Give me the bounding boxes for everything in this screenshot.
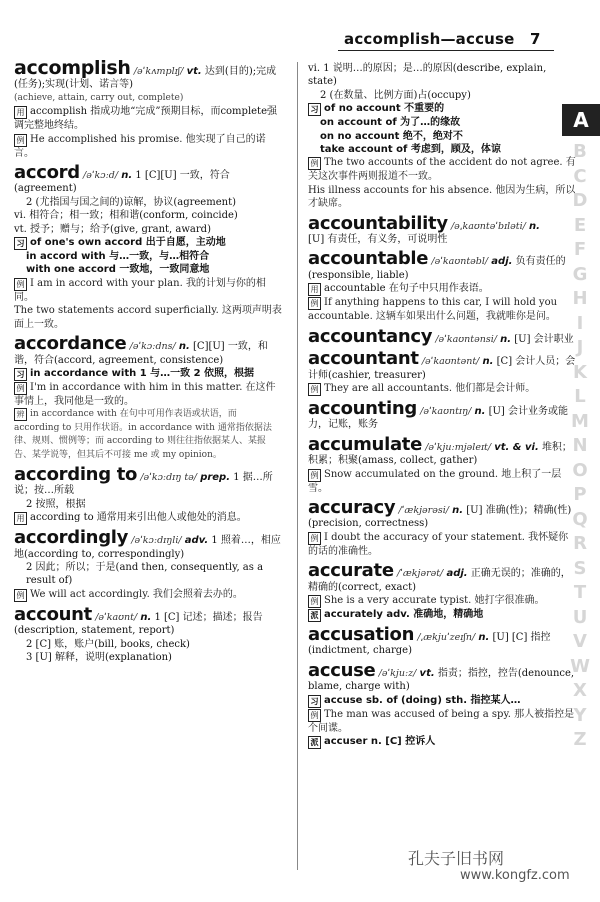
- example: 例 We will act accordingly. 我们会照着去办的。: [14, 588, 282, 602]
- example-mark-icon: 例: [308, 297, 321, 310]
- example: His illness accounts for his absence. 他因为生病，所以才缺席。: [308, 184, 576, 210]
- definition: vi. 相符合；相一致；相和谐(conform, coincide): [14, 210, 238, 222]
- headword: accordingly: [14, 527, 129, 549]
- thumb-index-letter: X: [573, 680, 587, 701]
- example-mark-icon: 例: [308, 383, 321, 396]
- thumb-index-letter: J: [576, 337, 584, 358]
- derivative-mark-icon: 派: [308, 736, 321, 749]
- idiom-mark-icon: 习: [308, 695, 321, 708]
- example: 例 The two accounts of the accident do not agree. 有关这次事件两则报道不一致。: [308, 157, 576, 183]
- header-rule: [338, 50, 554, 51]
- part-of-speech: n.: [140, 611, 152, 623]
- pronunciation: /əˈkaʊntənt/: [421, 356, 480, 368]
- derivative: 派 accuser n. [C] 控诉人: [308, 735, 576, 749]
- definition: [U] 有责任，有义务，可说明性: [308, 234, 448, 246]
- entry-accountancy: [308, 325, 576, 347]
- example-mark-icon: 例: [308, 709, 321, 722]
- thumb-index-letter: L: [574, 386, 586, 407]
- idiom: 习 accuse sb. of (doing) sth. 指控某人…: [308, 694, 576, 708]
- derivative: 派 accurately adv. 准确地，精确地: [308, 608, 576, 622]
- definition: [U] [C] 指控(indictment, charge): [308, 631, 551, 657]
- pronunciation: /əˈkaʊnt/: [95, 611, 138, 623]
- part-of-speech: adj.: [446, 568, 468, 580]
- example: 例 She is a very accurate typist. 她打字很准确。: [308, 594, 576, 608]
- definition: 堆积；积累；积聚(amass, collect, gather): [308, 441, 572, 467]
- definition: [C] 会计人员；会计师(cashier, treasurer): [308, 356, 576, 381]
- idiom-mark-icon: 习: [14, 237, 27, 250]
- idiom: 习 of no account 不重要的: [308, 102, 576, 116]
- part-of-speech: n.: [482, 356, 494, 368]
- distinction-note: 辨 in accordance with 在句中可用作表语或状语，而 according to 只用作状语。in accordance with 通常指依据法律、规则、惯例等；而 according to 则往往指依据某人、某报告、某学说等，但其后不可接 me 或 my opinion。: [14, 409, 272, 460]
- headword: accuse: [308, 659, 376, 681]
- definition: [U] 会计业务或能力，记账，账务: [308, 405, 568, 431]
- watermark-text: 孔夫子旧书网: [408, 849, 505, 868]
- example-mark-icon: 例: [308, 595, 321, 608]
- headword: accusation: [308, 623, 415, 645]
- example-mark-icon: 例: [14, 589, 27, 602]
- definition: 2 (在数量、比例方面)占(occupy): [320, 89, 471, 101]
- usage-note: 用 according to 通常用来引出他人或他处的消息。: [14, 511, 282, 525]
- thumb-index-letter: S: [573, 557, 587, 579]
- part-of-speech: vt.: [419, 667, 435, 679]
- entry-accountability: [308, 212, 576, 247]
- example: 例 If anything happens to this car, I will hold you accountable. 这辆车如果出什么问题，我就唯你是问。: [308, 297, 558, 323]
- headword: accordance: [14, 333, 127, 355]
- definition: 2 因此；所以；于是(and then, consequently, as a result of): [26, 561, 264, 587]
- running-head-title: accomplish—accuse: [344, 30, 515, 48]
- synonyms: (achieve, attain, carry out, complete): [14, 92, 184, 103]
- thumb-index-letter: Y: [573, 704, 587, 726]
- thumb-index-letter: D: [572, 190, 588, 211]
- part-of-speech: n.: [178, 341, 190, 353]
- definition: [C][U] 一致，和谐，符合(accord, agreement, consistence): [14, 341, 268, 366]
- idiom: 习 of one's own accord 出于自愿，主动地: [14, 236, 282, 250]
- column-divider: [297, 62, 298, 870]
- part-of-speech: n.: [500, 333, 512, 345]
- thumb-index-letter: K: [573, 361, 587, 383]
- thumb-index-letter: H: [572, 288, 588, 309]
- watermark-url: www.kongfz.com: [460, 868, 570, 883]
- headword: accounting: [308, 397, 417, 419]
- entry-accordance: [14, 333, 282, 462]
- idiom: on no account 绝不，绝对不: [320, 130, 463, 142]
- pronunciation: /əˌkaʊntəˈbɪləti/: [450, 220, 526, 232]
- thumb-index-tab-a: A: [562, 104, 600, 136]
- pronunciation: /əˈkɔːd/: [83, 170, 119, 182]
- pronunciation: /əˈkaʊntənsi/: [435, 333, 497, 345]
- pronunciation: /əˈkɔːdɪŋli/: [131, 535, 182, 547]
- thumb-index-letter: E: [573, 214, 587, 236]
- entry-accusation: [308, 623, 576, 658]
- idiom-mark-icon: 习: [308, 103, 321, 116]
- entry-accomplish: [14, 57, 282, 160]
- thumb-index-letter: F: [573, 239, 587, 260]
- headword: according to: [14, 463, 138, 485]
- thumb-index-letter: W: [570, 655, 590, 677]
- entry-accord: [14, 162, 282, 331]
- pronunciation: /əˈkʌmplɪʃ/: [133, 66, 184, 77]
- definition: [U] 准确(性)；精确(性)(precision, correctness): [308, 504, 572, 530]
- definition: 达到(目的);完成(任务);实现(计划、诺言等): [14, 66, 277, 91]
- entry-accumulate: [308, 433, 576, 495]
- headword: accomplish: [14, 57, 131, 79]
- part-of-speech: n.: [121, 170, 133, 182]
- part-of-speech: n.: [478, 631, 490, 643]
- entry-according-to: [14, 463, 282, 525]
- definition: 1 [C][U] 一致，符合(agreement): [14, 170, 230, 195]
- headword: accuracy: [308, 496, 396, 518]
- definition: 2 (尤指国与国之间的)谅解，协议(agreement): [26, 196, 236, 208]
- thumb-index-letter: C: [573, 165, 587, 187]
- thumb-index-letter: Z: [573, 729, 587, 750]
- entry-accurate: [308, 560, 576, 622]
- right-column: [308, 62, 576, 751]
- example-mark-icon: 例: [308, 532, 321, 545]
- entry-accountant: [308, 348, 576, 396]
- part-of-speech: prep.: [200, 471, 231, 483]
- part-of-speech: n.: [529, 220, 540, 232]
- entry-accounting: [308, 397, 576, 432]
- idiom: in accord with 与…一致，与…相符合: [26, 251, 210, 263]
- usage-note: 用 accountable 在句子中只用作表语。: [308, 282, 576, 296]
- thumb-index-letter: M: [571, 410, 589, 432]
- example: 例 They are all accountants. 他们都是会计师。: [308, 382, 576, 396]
- usage-mark-icon: 用: [14, 106, 27, 119]
- definition: 3 [U] 解释，说明(explanation): [26, 652, 172, 663]
- idiom: on account of 为了…的缘故: [320, 117, 461, 129]
- definition: 1 据…所说；按…所载: [14, 471, 273, 497]
- page-number: 7: [530, 30, 541, 48]
- pronunciation: /əˈkɔːdns/: [129, 341, 176, 353]
- example: 例 I'm in accordance with him in this matter. 在这件事情上，我同他是一致的。: [14, 381, 276, 407]
- thumb-index-letter: G: [572, 263, 588, 285]
- part-of-speech: vt. & vi.: [494, 441, 539, 453]
- headword: accountancy: [308, 325, 433, 347]
- idiom-mark-icon: 习: [14, 368, 27, 381]
- headword: accountability: [308, 212, 448, 234]
- definition: vi. 1 说明…的原因；是…的原因(describe, explain, state): [308, 63, 547, 88]
- thumb-index-letter: V: [573, 631, 587, 652]
- entry-accountable: [308, 248, 576, 323]
- pronunciation: /əˈkjuːmjəleɪt/: [425, 441, 492, 453]
- headword: accurate: [308, 560, 394, 582]
- thumb-index-alphabet: [568, 140, 592, 753]
- pronunciation: /ˈækjərət/: [396, 568, 444, 580]
- example-mark-icon: 例: [14, 134, 27, 147]
- idiom: with one accord 一致地，一致同意地: [26, 264, 210, 276]
- usage-note: 用 accomplish 指成功地“完成”预期目标，而complete强调完整地终结。: [14, 106, 277, 132]
- entry-accuse: [308, 659, 576, 749]
- headword: accord: [14, 162, 80, 184]
- pronunciation: /əˈkaʊntɪŋ/: [420, 405, 472, 417]
- pronunciation: /əˈkaʊntəbl/: [431, 256, 489, 268]
- example: 例 I doubt the accuracy of your statement. 我怀疑你的话的准确性。: [308, 531, 569, 557]
- entry-accordingly: [14, 527, 282, 602]
- pronunciation: /əˈkjuːz/: [378, 667, 417, 679]
- usage-mark-icon: 用: [14, 512, 27, 525]
- headword: accumulate: [308, 433, 423, 455]
- headword: accountable: [308, 248, 429, 270]
- example-mark-icon: 例: [14, 382, 27, 395]
- idiom: 习 in accordance with 1 与…一致 2 依照，根据: [14, 367, 282, 381]
- thumb-index-letter: B: [573, 141, 587, 162]
- definition: [U] 会计职业: [514, 333, 574, 345]
- example-mark-icon: 例: [308, 157, 321, 170]
- thumb-index-letter: Q: [572, 508, 588, 530]
- thumb-index-letter: I: [576, 312, 584, 334]
- idiom: take account of 考虑到，顾及，体谅: [320, 144, 501, 156]
- left-column: [14, 57, 282, 666]
- thumb-index-letter: U: [572, 606, 588, 628]
- example: 例 He accomplished his promise. 他实现了自己的诺言。: [14, 133, 266, 159]
- thumb-index-letter: R: [573, 533, 587, 554]
- part-of-speech: adj.: [491, 256, 513, 268]
- example-mark-icon: 例: [14, 278, 27, 291]
- entry-account: [14, 603, 282, 665]
- thumb-index-letter: P: [573, 484, 587, 505]
- usage-mark-icon: 用: [308, 283, 321, 296]
- running-header: [0, 0, 600, 56]
- thumb-index-letter: O: [572, 459, 588, 481]
- example: 例 The man was accused of being a spy. 那人被指控是个间谍。: [308, 708, 575, 734]
- definition: 指责；指控，控告(denounce, blame, charge with): [308, 667, 575, 693]
- example: The two statements accord superficially. 这两项声明表面上一致。: [14, 305, 282, 330]
- pronunciation: /əˈkɔːdɪŋ tə/: [140, 471, 197, 483]
- example: 例 I am in accord with your plan. 我的计划与你的相同。: [14, 277, 266, 303]
- part-of-speech: vt.: [186, 66, 202, 77]
- definition: 1 [C] 记述；描述；报告(description, statement, report): [14, 611, 263, 637]
- example: 例 Snow accumulated on the ground. 地上积了一层雪。: [308, 468, 562, 494]
- headword: accountant: [308, 348, 419, 370]
- distinction-mark-icon: 辨: [14, 408, 27, 421]
- part-of-speech: adv.: [184, 535, 209, 547]
- entry-accuracy: [308, 496, 576, 558]
- entry-account-continued: [308, 62, 576, 211]
- definition: vt. 授予；赠与；给予(give, grant, award): [14, 223, 211, 235]
- derivative-mark-icon: 派: [308, 609, 321, 622]
- thumb-index-letter: N: [572, 435, 588, 456]
- pronunciation: /ˌækjuˈzeɪʃn/: [417, 631, 476, 643]
- definition: 1 照着…，相应地(according to, correspondingly): [14, 535, 281, 560]
- part-of-speech: n.: [474, 405, 486, 417]
- definition: 2 按照，根据: [26, 498, 86, 510]
- example-mark-icon: 例: [308, 469, 321, 482]
- definition: 正确无误的；准确的，精确的(correct, exact): [308, 568, 571, 593]
- pronunciation: /ˈækjərəsi/: [398, 504, 449, 516]
- definition: 负有责任的(responsible, liable): [308, 256, 566, 281]
- headword: account: [14, 603, 92, 625]
- part-of-speech: n.: [452, 504, 464, 516]
- thumb-index-letter: T: [573, 582, 587, 603]
- definition: 2 [C] 账，账户(bill, books, check): [26, 638, 190, 650]
